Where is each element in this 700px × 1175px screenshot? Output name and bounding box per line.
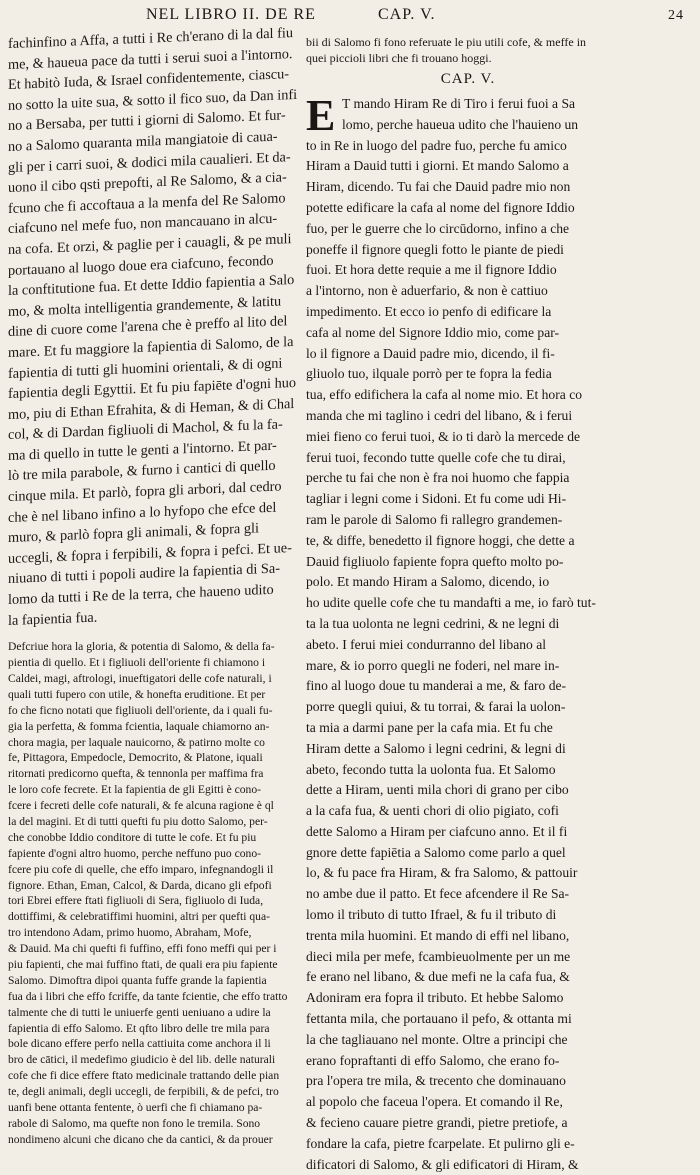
drop-cap: E bbox=[306, 91, 336, 140]
running-head-title: NEL LIBRO II. DE RE bbox=[146, 6, 316, 23]
text-line: fuo, per le guerre che lo circūdorno, infino a che bbox=[306, 220, 570, 236]
text-line: potette edificare la cafa al nome del fignore Iddio bbox=[306, 199, 575, 215]
text-line: pra l'opera tre mila, & trecento che dominauano bbox=[306, 1073, 566, 1089]
text-line: ho udite quelle cofe che tu mandafti a me, io farò tut- bbox=[306, 595, 596, 611]
text-line: to in Re in luogo del padre fuo, perche fu amico bbox=[306, 137, 567, 153]
text-line: Salomo. Dimoftra dipoi quanta fuffe grande la fapientia bbox=[8, 973, 267, 987]
chapter-text bbox=[306, 91, 630, 1175]
text-line: dette a Hiram, uenti mila chori di grano per cibo bbox=[306, 782, 569, 798]
text-line: le loro cofe fecrete. Et la fapientia de gli Egitti è cono- bbox=[8, 783, 262, 797]
text-line: dette Salomo a Hiram per ciafcuno anno. Et il fi bbox=[306, 823, 568, 839]
text-line: tori Ebrei effere ftati figliuoli di Sera, figliuolo di Iuda, bbox=[8, 894, 264, 908]
text-line: pientia di quello. Et i figliuoli dell'oriente fi chiamono i bbox=[8, 656, 266, 670]
text-line: & Dauid. Ma chi quefti fi fuffino, effi fono meffi qui per i bbox=[8, 942, 277, 956]
text-line: ferui tuoi, fecondo tutte quelle cofe che tu dirai, bbox=[306, 449, 566, 465]
text-line: bii di Salomo fi fono referuate le piu utili cofe, & meffe in bbox=[306, 35, 587, 49]
text-line: ta la tua uolonta ne legni cedrini, & ne legni di bbox=[306, 615, 560, 631]
text-line: lo il fignore a Dauid padre mio, dicendo, il fi- bbox=[306, 345, 555, 361]
text-line: fuoi. Et hora dette requie a me il fignore Iddio bbox=[306, 262, 557, 278]
text-line: gliuolo tuo, ilquale porrò per te fopra la fedia bbox=[306, 366, 552, 382]
text-line: T mando Hiram Re di Tiro i ferui fuoi a Sa bbox=[342, 96, 576, 111]
text-line: quali tutti fupero con utile, & honefta eruditione. Et per bbox=[8, 687, 266, 701]
text-line: fapientia degli Egyttii. Et fu piu fapiēte d'ogni huo bbox=[8, 375, 297, 403]
text-line: Hiram a Dauid tutti i giorni. Et mando Salomo a bbox=[306, 158, 569, 174]
text-line: no ambe due il patto. Et fece afcendere il Re Sa- bbox=[306, 886, 570, 902]
text-line: portauano al luogo doue era ciafcuno, fecondo bbox=[8, 252, 274, 279]
text-line: piu fapienti, che mai fuffino ftati, de quali era piu fapiente bbox=[8, 958, 278, 972]
text-line: fcere piu cofe di quelle, che effo imparo, infegnandogli il bbox=[8, 862, 274, 876]
text-line: lò tre mila parabole, & furno i cantici di quello bbox=[8, 458, 276, 485]
text-line: fua da i libri che effo fcriffe, da tante fcientie, che effo tratto bbox=[8, 989, 288, 1003]
right-commentary-continuation bbox=[306, 34, 630, 66]
text-line: fapiente d'ogni altro huomo, perche neffuno puo cono- bbox=[8, 846, 261, 860]
text-line: muro, & parlò fopra gli animali, & fopra gli bbox=[8, 520, 259, 547]
text-line: Et habitò Iuda, & Israel confidentemente, ciascu- bbox=[8, 66, 290, 94]
text-line: dificatori di Salomo, & gli edificatori di Hiram, & bbox=[306, 1156, 579, 1172]
text-line: a la cafa fua, & uenti chori di olio pigiato, cofi bbox=[306, 803, 559, 819]
text-line: uccegli, & fopra i ferpibili, & fopra i pefci. Et ue- bbox=[8, 539, 292, 567]
text-line: gia la perfetta, & fomma fcientia, laquale chiamorno an- bbox=[8, 719, 270, 733]
text-line: fapientia di effo Salomo. Et qfto libro delle tre mila para bbox=[8, 1021, 270, 1035]
text-line: rabole di Salomo, ma quefte non fono le tremila. Sono bbox=[8, 1116, 261, 1130]
text-line: lo, & fu pace fra Hiram, & fra Salomo, & pattouir bbox=[306, 865, 578, 881]
text-line: cafa al nome del Signore Iddio mio, come par- bbox=[306, 324, 560, 340]
text-line: Adoniram era fopra il tributo. Et hebbe Salomo bbox=[306, 990, 564, 1006]
text-line: cofe che fi dice effere ftato medicinale trattando delle pian bbox=[8, 1069, 280, 1083]
text-line: Hiram dette a Salomo i legni cedrini, & legni di bbox=[306, 740, 566, 756]
text-line: impedimento. Et ecco io penfo di edificare la bbox=[306, 303, 552, 319]
text-line: uanfi bene ottanta fentente, ò uerfi che fi chiamano pa- bbox=[8, 1101, 263, 1115]
text-line: te, & diffe, benedetto il fignore hoggi, che dette a bbox=[306, 532, 575, 548]
text-line: lomo, perche haueua udito che l'hauieno un bbox=[342, 116, 579, 132]
left-commentary bbox=[8, 639, 300, 1148]
text-line: erano fopraftanti di effo Salomo, che erano fo- bbox=[306, 1052, 560, 1068]
right-main-text bbox=[306, 91, 630, 1175]
text-line: fignore. Ethan, Eman, Calcol, & Darda, dicano gli efpofi bbox=[8, 878, 272, 892]
text-line: la che tagliauano nel monte. Oltre a principi che bbox=[306, 1031, 568, 1047]
text-line: che conobbe Iddio conditore di tutte le cofe. Et fu piu bbox=[8, 830, 257, 844]
text-line: gli per i carri suoi, & dodici mila caualieri. Et da- bbox=[8, 148, 291, 176]
text-line: na cofa. Et orzi, & paglie per i cauagli, & pe muli bbox=[8, 231, 292, 258]
text-line: ma di quello in tutte le genti a l'intorno. Et par- bbox=[8, 437, 277, 464]
text-line: Defcriue hora la gloria, & potentia di Salomo, & della fa- bbox=[8, 640, 275, 654]
text-line: no a Salomo quaranta mila mangiatoie di caua- bbox=[8, 128, 278, 155]
text-line: tua, effo edifichera la cafa al nome mio. Et hora co bbox=[306, 387, 583, 403]
text-line: fo che ficno notati que figliuoli dell'oriente, da i quali fu- bbox=[8, 703, 273, 717]
text-line: fino al luogo doue tu manderai a me, & faro de- bbox=[306, 678, 567, 694]
text-line: abeto, fecondo tutta la uolonta fua. Et Salomo bbox=[306, 761, 556, 777]
text-line: niuano di tutti i popoli audire la fapientia di Sa- bbox=[8, 560, 280, 588]
text-line: nondimeno alcuni che dicano che da cantici, & da prouer bbox=[8, 1132, 273, 1146]
text-line: ritornati predicorno quefta, & tennonla per maffima fra bbox=[8, 767, 264, 781]
text-line: a l'intorno, non è aduerfario, & non è cattiuo bbox=[306, 283, 548, 299]
text-line: fapientia di tutti gli huomini orientali, & di ogni bbox=[8, 354, 283, 382]
text-line: trenta mila huomini. Et mando di effi nel libano, bbox=[306, 927, 570, 943]
text-line: fettanta mila, che portauano il pefo, & ottanta mi bbox=[306, 1011, 572, 1027]
page-number: 24 bbox=[668, 8, 684, 23]
text-line: tro intendono Adam, primo huomo, Abraham, Mofe, bbox=[8, 926, 252, 940]
text-line: te, degli animali, degli uccegli, de ferpibili, & de pefci, tro bbox=[8, 1085, 279, 1099]
text-line: & fecieno cauare pietre grandi, pietre pretiofe, a bbox=[306, 1115, 568, 1131]
text-line: dine di cuore come l'arena che è preffo al lito del bbox=[8, 313, 288, 341]
text-line: dottiffimi, & celebratiffimi huomini, altri per quefti qua- bbox=[8, 910, 270, 924]
text-line: miei fieno co ferui tuoi, & io ti darò la mercede de bbox=[306, 428, 581, 444]
text-line: fondare la cafa, pietre fcarpelate. Et pulirno gli e- bbox=[306, 1135, 575, 1151]
text-line: gnore dette fapiētia a Salomo come parlo a quel bbox=[306, 844, 566, 860]
text-line: la fapientia fua. bbox=[8, 609, 98, 629]
text-line: bro de cātici, il medefimo giudicio è del lib. delle naturali bbox=[8, 1053, 276, 1067]
text-line: manda che mi taglino i cedri del libano, & i ferui bbox=[306, 407, 573, 423]
text-line: abeto. I ferui miei condurranno del libano al bbox=[306, 636, 547, 652]
text-line: talmente che di tutti le uniuerfe genti ueniuano a udire la bbox=[8, 1005, 271, 1019]
left-column bbox=[8, 25, 300, 1146]
text-line: no sotto la uite sua, & sotto il fico suo, da Dan infi bbox=[8, 86, 298, 114]
running-head-chapter: CAP. V. bbox=[378, 6, 436, 23]
text-line: no a Bersaba, per tutti i giorni di Salomo. Et fur- bbox=[8, 107, 286, 135]
text-line: mo, piu di Ethan Efrahita, & di Heman, & di Chal bbox=[8, 395, 295, 423]
text-line: Hiram, dicendo. Tu fai che Dauid padre mio non bbox=[306, 179, 571, 195]
text-line: tagliar i legni come i Sidoni. Et fu come udi Hi- bbox=[306, 491, 567, 507]
text-line: mare, & io porro quegli ne foderi, nel mare in- bbox=[306, 657, 560, 673]
text-line: mare. Et fu maggiore la fapientia di Salomo, de la bbox=[8, 333, 294, 361]
text-line: bole dicano effere perfo nella cattiuita come anchora il li bbox=[8, 1037, 271, 1051]
text-line: Caldei, magi, aftrologi, inueftigatori delle cofe naturali, i bbox=[8, 672, 272, 685]
text-line: lomo da tutti i Re de la terra, che haueno udito bbox=[8, 581, 274, 609]
text-line: col, & di Dardan figliuoli di Machol, & fu la fa- bbox=[8, 416, 283, 444]
text-line: fe, Pittagora, Empedocle, Democrito, & Platone, iquali bbox=[8, 751, 263, 765]
text-line: mo, & molta intelligentia grandemente, & latitu bbox=[8, 293, 282, 320]
text-line: dieci mila per mefe, fcambieuolmente per un me bbox=[306, 948, 571, 964]
text-line: al popolo che faceua l'opera. Et comando il Re, bbox=[306, 1094, 563, 1110]
text-line: la conftitutione fua. Et dette Iddio fapientia a Salo bbox=[8, 272, 295, 300]
text-line: porre quegli quiui, & tu torrai, & farai la uolon- bbox=[306, 699, 566, 715]
text-line: quei piccioli libri che fi trouano hoggi. bbox=[306, 51, 492, 65]
left-main-text bbox=[8, 23, 300, 631]
text-line: Dauid figliuolo fapiente fopra quefto molto po- bbox=[306, 553, 564, 569]
running-head bbox=[0, 6, 700, 32]
text-line: ciafcuno nel mefe fuo, non mancauano in alcu- bbox=[8, 211, 278, 238]
text-line: che è nel libano infino a lo hyfopo che efce del bbox=[8, 499, 277, 526]
right-column bbox=[306, 34, 630, 1172]
text-line: perche tu fai che non è fra noi huomo che fappia bbox=[306, 470, 570, 486]
text-line: polo. Et mando Hiram a Salomo, dicendo, io bbox=[306, 574, 550, 590]
text-line: chora magia, per laquale nauicorno, & patirno molte co bbox=[8, 735, 265, 749]
text-line: fe erano nel libano, & due mefi ne la cafa fua, & bbox=[306, 969, 570, 985]
text-line: ta mia a darmi pane per la cafa mia. Et fu che bbox=[306, 719, 553, 735]
text-line: me, & haueua pace da tutti i serui suoi a l'intorno. bbox=[8, 45, 293, 73]
text-line: fachinfino a Affa, a tutti i Re ch'erano di la dal fiu bbox=[8, 25, 293, 52]
text-line: ram le parole di Salomo fi rallegro grandemen- bbox=[306, 511, 563, 527]
text-line: fcuno che fi accoftaua a la menfa del Re Salomo bbox=[8, 190, 286, 217]
text-line: la del magini. Et di tutti quefti fu piu dotto Salomo, per- bbox=[8, 815, 268, 829]
text-line: cinque mila. Et parlò, fopra gli arbori, dal cedro bbox=[8, 478, 282, 506]
text-line: fcere i fecreti delle cofe naturali, & fe alcuna ragione è ql bbox=[8, 799, 274, 813]
text-line: uono il cibo qsti prepofti, al Re Salomo, & a cia- bbox=[8, 169, 287, 197]
chapter-heading: CAP. V. bbox=[440, 71, 496, 87]
text-line: poneffe il fignore quegli fotto le piante de piedi bbox=[306, 241, 564, 257]
text-line: lomo il tributo di tutto Ifrael, & fu il tributo di bbox=[306, 907, 557, 923]
